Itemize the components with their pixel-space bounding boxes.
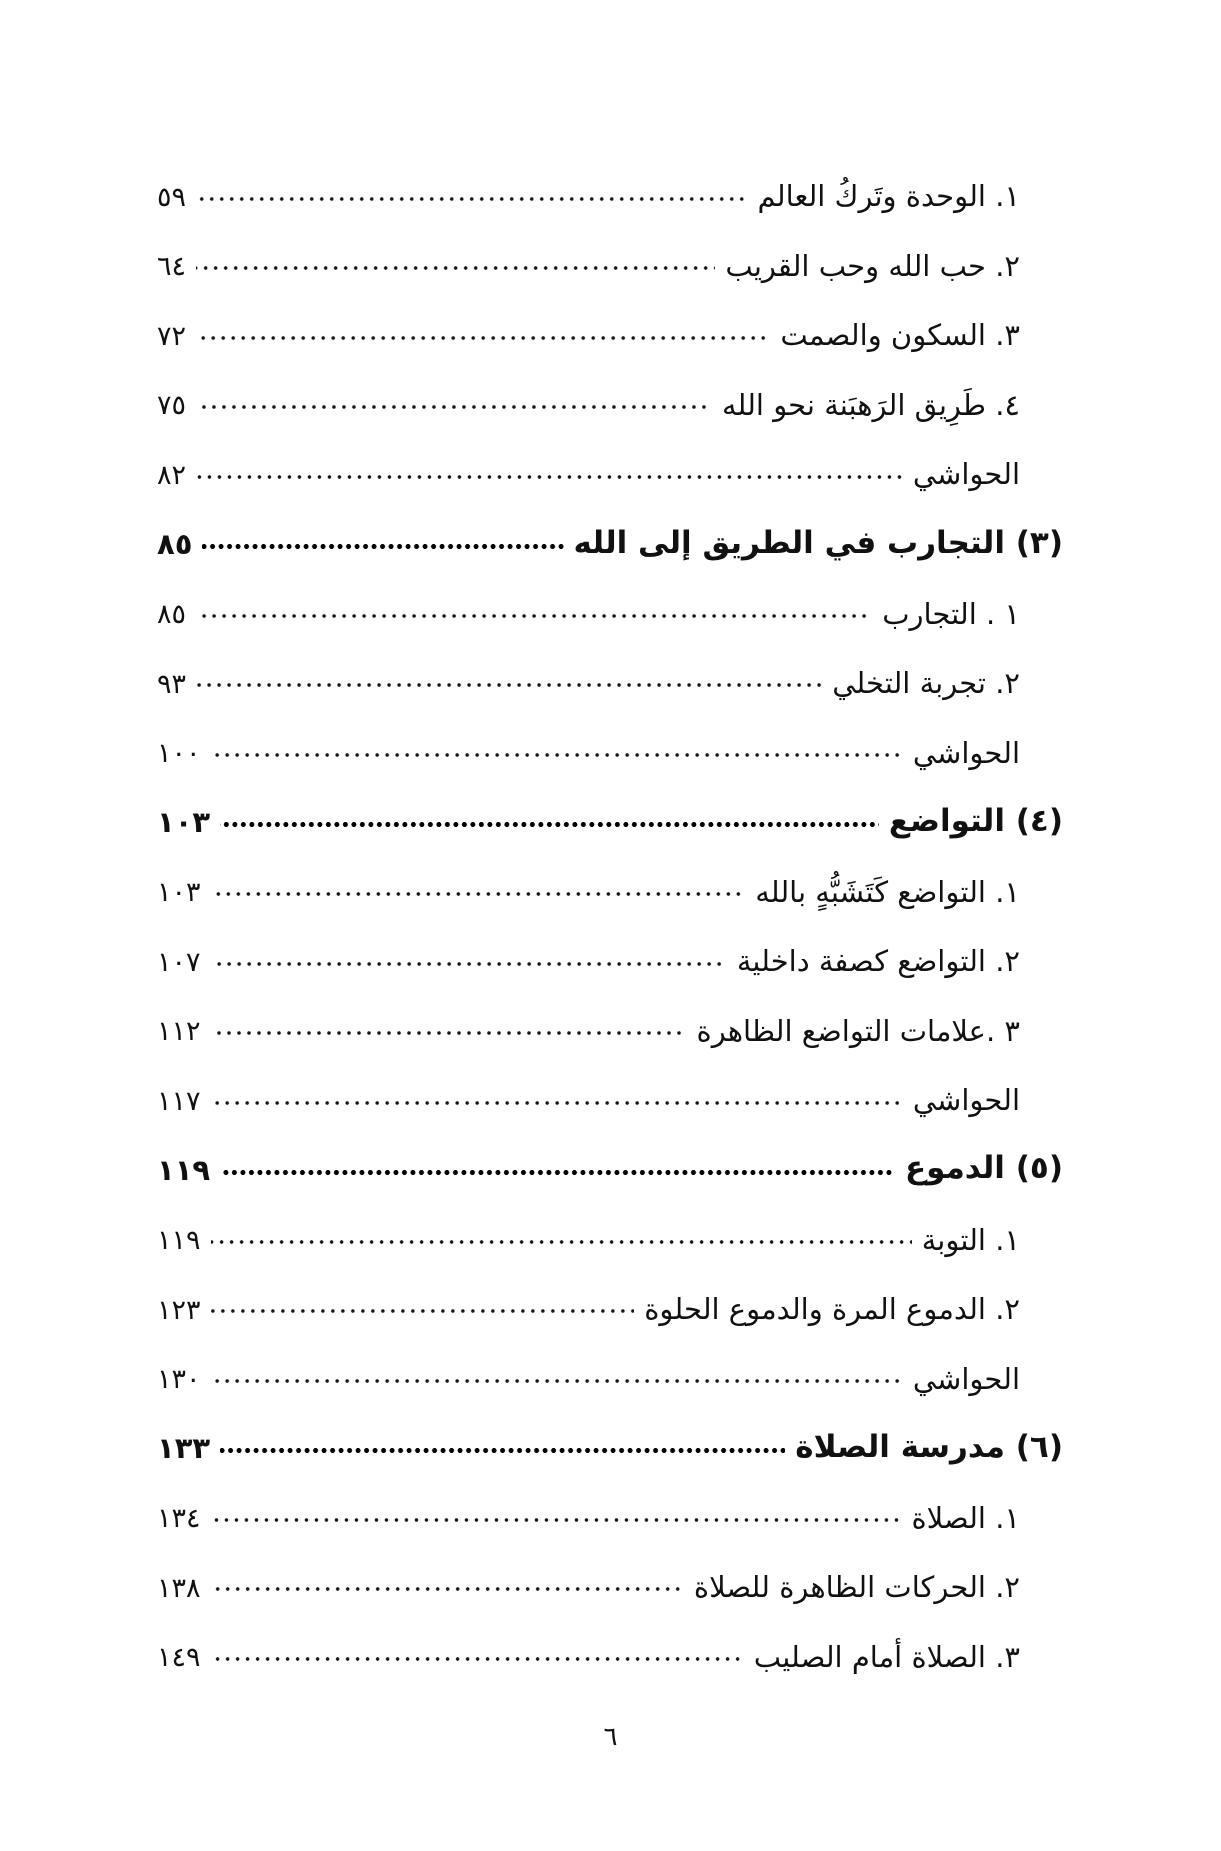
toc-entry-title: ١ . التجارب [882, 596, 1020, 631]
toc-entry-page-number: ١٠٧ [157, 946, 201, 978]
toc-chapter-row [157, 1397, 1063, 1467]
toc-entry-title: الحواشي [912, 457, 1020, 492]
toc-entry-page-number: ١٠٠ [157, 738, 201, 770]
dot-leader [211, 961, 727, 967]
toc-row [157, 1466, 1063, 1536]
toc-row [157, 980, 1063, 1050]
dot-leader [211, 1030, 687, 1036]
toc-row [157, 145, 1063, 215]
toc-entry-page-number: ٨٥ [157, 599, 187, 631]
toc-row [157, 910, 1063, 980]
toc-entry-title: ٢. الحركات الظاهرة للصلاة [693, 1570, 1020, 1605]
toc-entry-page-number: ١١٩ [157, 1152, 211, 1187]
toc-row [157, 1327, 1063, 1397]
toc-entry-page-number: ٨٥ [157, 527, 193, 562]
dot-leader [211, 1239, 912, 1245]
dot-leader [211, 1656, 744, 1662]
dot-leader [220, 821, 879, 828]
dot-leader [211, 1586, 684, 1592]
toc-row [157, 1605, 1063, 1675]
toc-row [157, 215, 1063, 285]
toc-row [157, 284, 1063, 354]
toc-entry-title: (٤) التواضع [888, 802, 1063, 839]
dot-leader [196, 613, 872, 619]
toc-row [157, 632, 1063, 702]
toc-entry-title: الحواشي [912, 735, 1020, 770]
toc-row [157, 354, 1063, 424]
toc-entry-title: ٣. السكون والصمت [780, 318, 1020, 353]
toc-entry-title: ١. الوحدة وتَركُ العالم [757, 179, 1020, 214]
toc-entry-page-number: ١١٧ [157, 1085, 201, 1117]
toc-entry-title: ٢. التواضع كصفة داخلية [736, 944, 1020, 979]
toc-row [157, 423, 1063, 493]
toc-entry-title: ٤. طَرِيق الرَهبَنة نحو الله [721, 387, 1020, 422]
toc-entry-title: (٥) الدموع [904, 1150, 1063, 1187]
toc-entry-title: ١. التوبة [921, 1222, 1020, 1257]
toc-entry-page-number: ٧٢ [157, 320, 187, 352]
toc-entry-title: (٣) التجارب في الطريق إلى الله [573, 524, 1063, 561]
dot-leader [196, 682, 822, 688]
toc-entry-title: ٢. تجربة التخلي [832, 666, 1020, 701]
toc-row [157, 1049, 1063, 1119]
dot-leader [220, 1169, 895, 1176]
dot-leader [196, 404, 712, 410]
toc-entry-page-number: ١٢٣ [157, 1294, 201, 1326]
toc-entry-title: ٢. الدموع المرة والدموع الحلوة [644, 1292, 1020, 1327]
toc-entry-page-number: ٨٢ [157, 459, 187, 491]
toc [157, 145, 1063, 1675]
toc-chapter-row [157, 493, 1063, 563]
dot-leader [196, 474, 903, 480]
dot-leader [211, 1100, 903, 1106]
toc-row [157, 1188, 1063, 1258]
dot-leader [211, 1308, 635, 1314]
toc-row [157, 701, 1063, 771]
toc-entry-page-number: ١١٩ [157, 1225, 201, 1256]
toc-entry-title: الحواشي [912, 1361, 1020, 1396]
toc-entry-title: ١. التواضع كَتَشَبُّهٍ بالله [755, 874, 1020, 909]
dot-leader [196, 196, 747, 202]
toc-chapter-row [157, 771, 1063, 841]
toc-entry-page-number: ١٠٣ [157, 877, 201, 909]
toc-entry-page-number: ١١٢ [157, 1016, 201, 1048]
dot-leader [196, 265, 715, 271]
toc-entry-title: الحواشي [912, 1083, 1020, 1118]
toc-entry-title: ١. الصلاة [911, 1500, 1020, 1535]
dot-leader [211, 752, 903, 758]
dot-leader [220, 1447, 785, 1454]
toc-row [157, 840, 1063, 910]
toc-entry-page-number: ٦٤ [157, 251, 187, 283]
toc-row [157, 1536, 1063, 1606]
toc-entry-page-number: ١٣٠ [157, 1364, 201, 1396]
dot-leader [211, 1378, 903, 1384]
toc-row [157, 1258, 1063, 1328]
dot-leader [202, 543, 563, 550]
dot-leader [196, 335, 770, 341]
toc-entry-page-number: ١٣٨ [157, 1572, 201, 1604]
toc-entry-title: ٣. الصلاة أمام الصليب [753, 1639, 1020, 1674]
toc-entry-page-number: ٥٩ [157, 181, 187, 213]
footer-page-number: ٦ [603, 1722, 618, 1752]
dot-leader [211, 1517, 902, 1523]
toc-entry-title: ٢. حب الله وحب القريب [725, 248, 1020, 283]
toc-entry-page-number: ١٣٤ [157, 1503, 201, 1535]
dot-leader [211, 891, 746, 897]
toc-entry-page-number: ٧٥ [157, 390, 187, 422]
toc-chapter-row [157, 1119, 1063, 1189]
toc-entry-title: ٣ .علامات التواضع الظاهرة [696, 1013, 1020, 1048]
toc-row [157, 562, 1063, 632]
toc-entry-title: (٦) مدرسة الصلاة [795, 1428, 1063, 1465]
toc-entry-page-number: ١٠٣ [157, 805, 211, 840]
toc-entry-page-number: ١٤٩ [157, 1642, 201, 1674]
toc-entry-page-number: ١٣٣ [157, 1431, 211, 1466]
toc-entry-page-number: ٩٣ [157, 668, 187, 700]
